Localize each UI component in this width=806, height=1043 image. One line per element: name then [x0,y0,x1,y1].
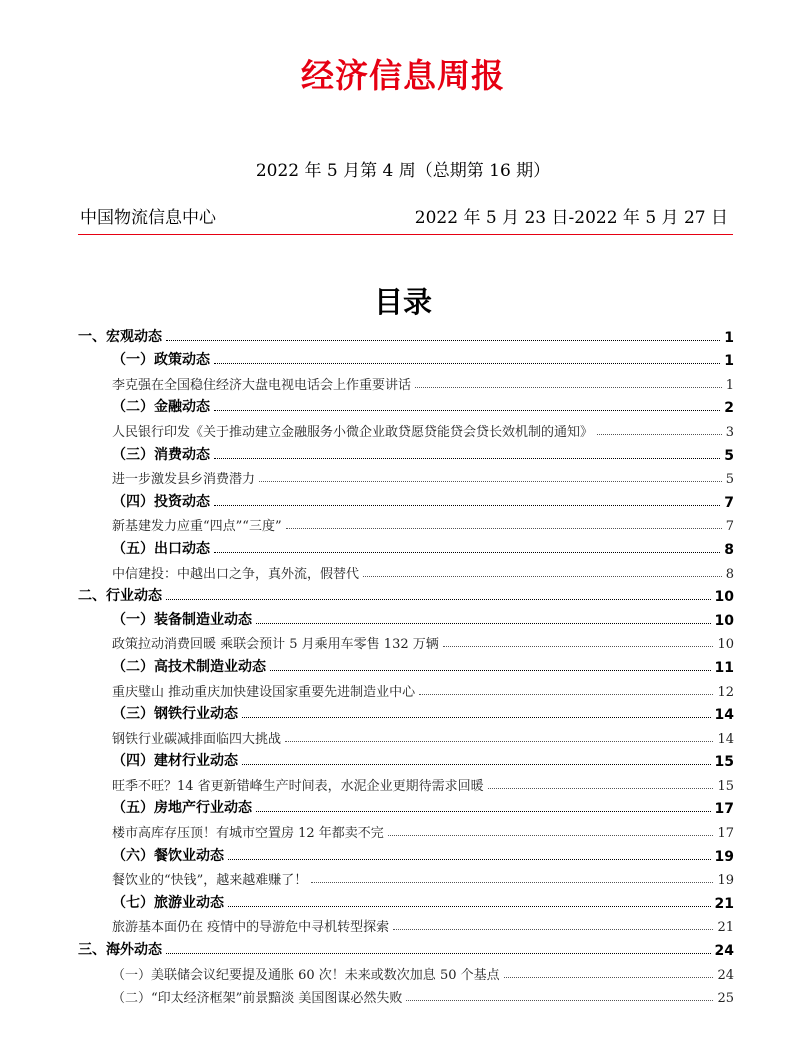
dot-leader [311,882,713,883]
toc-entry-label: 楼市高库存压顶！有城市空置房 12 年都卖不完 [112,826,384,842]
toc-entry-label: （二）高技术制造业动态 [112,658,266,675]
dot-leader [388,835,714,836]
toc-entry[interactable] [78,629,734,653]
toc-entry[interactable] [78,369,734,393]
dot-leader [166,953,711,954]
toc-entry[interactable] [78,534,734,558]
dot-leader [214,363,720,364]
toc-entry[interactable] [78,770,734,794]
toc-entry-page: 21 [717,920,734,936]
dot-leader [166,599,711,600]
toc-entry-label: 一、宏观动态 [78,328,162,345]
toc-entry-page: 14 [714,707,734,724]
dot-leader [285,741,713,742]
dot-leader [363,576,722,577]
toc-entry-page: 12 [717,684,734,700]
toc-entry-label: 李克强在全国稳住经济大盘电视电话会上作重要讲话 [112,377,412,393]
toc-entry-page: 10 [714,589,734,606]
toc-entry-label: 人民银行印发《关于推动建立金融服务小微企业敢贷愿贷能贷会贷长效机制的通知》 [112,424,594,440]
toc-entry-label: （三）钢铁行业动态 [112,706,238,723]
toc-entry[interactable] [78,676,734,700]
toc-entry[interactable] [78,652,734,676]
toc-entry-label: （五）出口动态 [112,540,210,557]
toc-entry-page: 24 [714,943,734,960]
toc-entry-page: 17 [717,826,734,842]
dot-leader [242,717,711,718]
toc-entry-page: 10 [714,612,734,629]
dot-leader [214,458,720,459]
toc-entry-page: 2 [724,400,734,417]
dot-leader [256,623,711,624]
toc-entry-label: （三）消费动态 [112,446,210,463]
dot-leader [270,670,711,671]
toc-entry-page: 11 [714,659,734,676]
toc-entry-page: 25 [717,991,734,1007]
toc-entry-label: 三、海外动态 [78,942,162,959]
table-of-contents [78,322,734,1006]
toc-entry[interactable] [78,841,734,865]
toc-entry-page: 5 [725,472,734,488]
dot-leader [504,977,714,978]
toc-entry-label: （一）美联储会议纪要提及通胀 60 次！未来或数次加息 50 个基点 [112,967,500,983]
toc-entry-page: 19 [717,873,734,889]
toc-entry[interactable] [78,983,734,1007]
toc-entry-label: 重庆璧山 推动重庆加快建设国家重要先进制造业中心 [112,684,416,700]
toc-heading: 目录 [373,285,432,319]
toc-entry-label: 旺季不旺？14 省更新错峰生产时间表，水泥企业更期待需求回暖 [112,778,484,794]
toc-entry[interactable] [78,582,734,606]
toc-entry-page: 24 [717,967,734,983]
toc-entry-label: 政策拉动消费回暖 乘联会预计 5 月乘用车零售 132 万辆 [112,637,439,653]
dot-leader [214,505,720,506]
toc-entry[interactable] [78,393,734,417]
dot-leader [286,528,722,529]
toc-entry-page: 19 [714,848,734,865]
toc-entry[interactable] [78,464,734,488]
toc-entry-page: 8 [724,541,734,558]
toc-entry-page: 15 [714,754,734,771]
toc-entry[interactable] [78,700,734,724]
dot-leader [256,811,711,812]
toc-entry-label: （二）“印太经济框架”前景黯淡 美国图谋必然失败 [112,991,403,1007]
toc-entry-label: （四）建材行业动态 [112,753,238,770]
toc-entry[interactable] [78,959,734,983]
toc-entry[interactable] [78,487,734,511]
dot-leader [228,906,711,907]
toc-entry-label: （五）房地产行业动态 [112,800,252,817]
toc-entry[interactable] [78,440,734,464]
toc-entry-label: （二）金融动态 [112,399,210,416]
toc-entry-page: 3 [725,424,734,440]
toc-entry-label: （一）装备制造业动态 [112,611,252,628]
toc-entry[interactable] [78,511,734,535]
dot-leader [415,387,722,388]
dot-leader [443,646,714,647]
toc-entry-label: 进一步激发县乡消费潜力 [112,472,256,488]
toc-entry-page: 1 [724,329,734,346]
toc-entry[interactable] [78,322,734,346]
toc-entry-page: 5 [724,447,734,464]
dot-leader [228,859,711,860]
dot-leader [419,694,713,695]
dot-leader [406,1000,713,1001]
toc-entry[interactable] [78,605,734,629]
toc-entry[interactable] [78,888,734,912]
dot-leader [393,929,713,930]
toc-entry-label: 二、行业动态 [78,588,162,605]
toc-entry[interactable] [78,416,734,440]
toc-entry-label: 新基建发力应重“四点”“三度” [112,519,282,535]
toc-entry-page: 15 [717,778,734,794]
toc-entry-label: 中信建投：中越出口之争，真外流，假替代 [112,566,360,582]
dot-leader [214,552,720,553]
toc-entry-page: 17 [714,801,734,818]
dot-leader [242,764,711,765]
toc-entry[interactable] [78,935,734,959]
toc-entry-page: 14 [717,731,734,747]
dot-leader [214,410,720,411]
toc-entry[interactable] [78,723,734,747]
dot-leader [488,788,714,789]
header-divider [78,234,733,235]
toc-entry-page: 7 [724,494,734,511]
toc-entry[interactable] [78,817,734,841]
organization-name: 中国物流信息中心 [80,208,216,228]
issue-line: 2022 年 5 月第 4 周（总期第 16 期） [255,161,551,181]
toc-entry-label: （七）旅游业动态 [112,894,224,911]
date-range: 2022 年 5 月 23 日-2022 年 5 月 27 日 [414,208,728,228]
toc-entry-page: 10 [717,637,734,653]
toc-entry-page: 1 [725,377,734,393]
toc-entry-label: （六）餐饮业动态 [112,847,224,864]
dot-leader [597,434,722,435]
toc-entry-label: 钢铁行业碳减排面临四大挑战 [112,731,282,747]
toc-entry-page: 1 [724,353,734,370]
toc-entry-label: （四）投资动态 [112,493,210,510]
toc-entry[interactable] [78,747,734,771]
toc-entry[interactable] [78,558,734,582]
report-title: 经济信息周报 [301,56,505,95]
dot-leader [259,481,722,482]
toc-entry-label: 旅游基本面仍在 疫情中的导游危中寻机转型探索 [112,920,390,936]
toc-entry[interactable] [78,346,734,370]
dot-leader [166,340,720,341]
toc-entry-label: 餐饮业的“快钱”，越来越难赚了！ [112,873,308,889]
toc-entry[interactable] [78,865,734,889]
toc-entry-page: 8 [725,566,734,582]
toc-entry-page: 21 [714,895,734,912]
toc-entry-page: 7 [725,519,734,535]
toc-entry-label: （一）政策动态 [112,352,210,369]
toc-entry[interactable] [78,794,734,818]
toc-entry[interactable] [78,912,734,936]
